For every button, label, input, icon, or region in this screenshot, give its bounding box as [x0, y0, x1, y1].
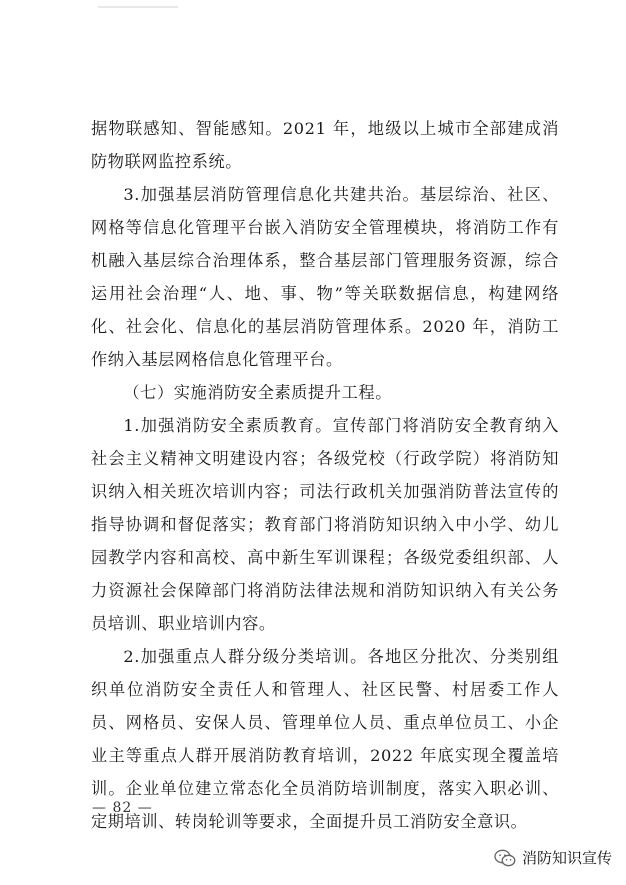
- paragraph-item-2: 2.加强重点人群分级分类培训。各地区分批次、分类别组织单位消防安全责任人和管理人、社区民警、村居委工作人员、网格员、安保人员、管理单位人员、重点单位员工、小企业主等重点人群开展消防教育培训，2022 年底实现全覆盖培训。企业单位建立常态化全员消防培训制度，落实入职必训、定期培训、转岗轮训等要求，全面提升员工消防安全意识。: [91, 647, 559, 831]
- paragraph-continuation: 据物联感知、智能感知。2021 年，地级以上城市全部建成消防物联网监控系统。: [91, 119, 559, 171]
- watermark: [494, 847, 612, 868]
- page-number: — 82 —: [92, 800, 153, 816]
- wechat-icon: [494, 849, 516, 867]
- paragraph-item-1: 1.加强消防安全素质教育。宣传部门将消防安全教育纳入社会主义精神文明建设内容；各级党校（行政学院）将消防知识纳入相关班次培训内容；司法行政机关加强消防普法宣传的指导协调和督促落实；教育部门将消防知识纳入中小学、幼儿园教学内容和高校、高中新生军训课程；各级党委组织部、人力资源社会保障部门将消防法律法规和消防知识纳入有关公务员培训、职业培训内容。: [91, 416, 559, 633]
- paragraph-item-3: 3.加强基层消防管理信息化共建共治。基层综治、社区、网格等信息化管理平台嵌入消防安全管理模块，将消防工作有机融入基层综合治理体系，整合基层部门管理服务资源，综合运用社会治理“人、地、事、物”等关联数据信息，构建网络化、社会化、信息化的基层消防管理体系。2020 年，消防工作纳入基层网格信息化管理平台。: [91, 185, 559, 369]
- watermark-text: 消防知识宣传: [521, 849, 612, 867]
- scan-artifact: [98, 6, 178, 8]
- section-heading-7: （七）实施消防安全素质提升工程。: [123, 383, 392, 402]
- document-body: [91, 112, 559, 838]
